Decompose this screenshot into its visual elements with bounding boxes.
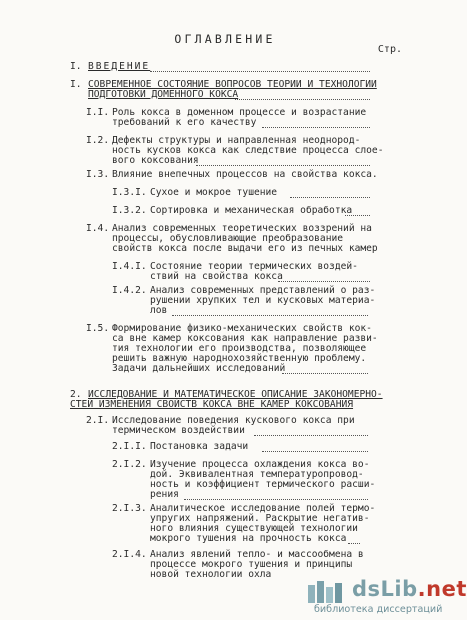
entry-title-line: Анализ современных представлений о раз- bbox=[150, 285, 376, 296]
dot-leader bbox=[262, 127, 370, 128]
dot-leader bbox=[235, 99, 370, 100]
entry-title-line: са вне камер коксования как направление разви- bbox=[112, 333, 378, 344]
entry-title-line: Аналитическое исследование полей термо- bbox=[150, 503, 376, 514]
entry-title-line: лов bbox=[150, 305, 168, 316]
entry-title-line: Дефекты структуры и направленная неоднород- bbox=[112, 135, 361, 146]
entry-title-line: ного влияния существующей технологии bbox=[150, 523, 358, 534]
entry-title-line: Сухое и мокрое тушение bbox=[150, 187, 278, 198]
dot-leader bbox=[172, 315, 368, 316]
entry-title-line: процессы, обусловливающие преобразование bbox=[112, 233, 344, 244]
entry-title-line: Влияние внепечных процессов на свойства кокса. bbox=[112, 169, 378, 180]
entry-title-line: упругих напряжений. Раскрытие негатив- bbox=[150, 513, 370, 524]
entry-number: I.2. bbox=[86, 135, 110, 146]
watermark-logo: dsLib.net bbox=[352, 577, 467, 601]
entry-number: I. bbox=[70, 79, 82, 90]
entry-number: 2.I.4. bbox=[112, 549, 147, 560]
dot-leader bbox=[150, 71, 370, 72]
entry-title-line: Постановка задачи bbox=[150, 441, 249, 452]
entry-number: I.4. bbox=[86, 223, 110, 234]
page-column-header: Стр. bbox=[377, 44, 402, 55]
entry-title-line: новой технологии охла bbox=[150, 569, 272, 580]
entry-title-line: Задачи дальнейших исследований bbox=[112, 363, 286, 374]
entry-number: I.3.2. bbox=[112, 205, 147, 216]
entry-title-line: ствий на свойства кокса bbox=[150, 271, 283, 282]
dot-leader bbox=[254, 435, 368, 436]
entry-title-line: требований к его качеству bbox=[112, 117, 257, 128]
dot-leader bbox=[196, 165, 370, 166]
entry-title: ВВЕДЕНИЕ bbox=[88, 61, 151, 72]
dot-leader bbox=[345, 215, 370, 216]
page-title: ОГЛАВЛЕНИЕ bbox=[174, 32, 276, 46]
entry-number: I.5. bbox=[86, 323, 110, 334]
entry-title-line: Анализ явлений тепло- и массообмена в bbox=[150, 549, 364, 560]
entry-title-line: СОВРЕМЕННОЕ СОСТОЯНИЕ ВОПРОСОВ ТЕОРИИ И ТЕХНОЛОГИИ bbox=[88, 79, 377, 90]
entry-title-line: термическом воздействии bbox=[112, 425, 245, 436]
book-stack-icon bbox=[306, 579, 350, 605]
entry-number: I.3. bbox=[86, 169, 110, 180]
entry-title-line: ИССЛЕДОВАНИЕ И МАТЕМАТИЧЕСКОЕ ОПИСАНИЕ ЗАКОНОМЕРНО- bbox=[88, 389, 383, 400]
watermark-subtitle: библиотека диссертаций bbox=[314, 604, 443, 615]
dot-leader bbox=[290, 197, 370, 198]
entry-title-line: рушении хрупких тел и кусковых материа- bbox=[150, 295, 376, 306]
dot-leader bbox=[278, 281, 370, 282]
entry-number: I.3.I. bbox=[112, 187, 147, 198]
entry-title-line: вого коксования bbox=[112, 155, 199, 166]
entry-title-line: Сортировка и механическая обработка bbox=[150, 205, 353, 216]
entry-number: 2.I.2. bbox=[112, 459, 147, 470]
entry-title-line: СТЕЙ ИЗМЕНЕНИЯ СВОЙСТВ КОКСА ВНЕ КАМЕР КОКСОВАНИЯ bbox=[70, 399, 354, 410]
entry-number: 2.I.3. bbox=[112, 503, 147, 514]
entry-title-line: тия технологии его производства, позволяющее bbox=[112, 343, 367, 354]
entry-number: I.4.2. bbox=[112, 285, 147, 296]
watermark bbox=[300, 577, 467, 620]
entry-title-line: процессе мокрого тушения и принципы bbox=[150, 559, 353, 570]
entry-number: 2.I.I. bbox=[112, 441, 147, 452]
entry-title-line: ность кусков кокса как следствие процесса слое- bbox=[112, 145, 384, 156]
entry-title-line: Анализ современных теоретических воззрений на bbox=[112, 223, 372, 234]
entry-number: I.I. bbox=[86, 107, 110, 118]
entry-title-line: Изучение процесса охлаждения кокса во- bbox=[150, 459, 370, 470]
dot-leader bbox=[348, 543, 360, 544]
entry-title-line: Роль кокса в доменном процессе и возрастание bbox=[112, 107, 367, 118]
entry-number: I.4.I. bbox=[112, 261, 147, 272]
entry-title-line: ПОДГОТОВКИ ДОМЕННОГО КОКСА bbox=[88, 89, 239, 100]
dot-leader bbox=[184, 499, 368, 500]
entry-title-line: ность и коэффициент термического расши- bbox=[150, 479, 376, 490]
entry-title-line: свойств кокса после выдачи его из печных камер bbox=[112, 243, 378, 254]
entry-title-line: решить важную народнохозяйственную проблему. bbox=[112, 353, 367, 364]
dot-leader bbox=[282, 373, 368, 374]
entry-title-line: Исследование поведения кускового кокса при bbox=[112, 415, 355, 426]
dot-leader bbox=[262, 451, 368, 452]
entry-number: 2.I. bbox=[86, 415, 110, 426]
entry-title-line: мокрого тушения на прочность кокса bbox=[150, 533, 347, 544]
entry-number: 2. bbox=[70, 389, 82, 400]
entry-title-line: Формирование физико-механических свойств кок- bbox=[112, 323, 372, 334]
entry-title-line: дой. Эквивалентная температуропровод- bbox=[150, 469, 364, 480]
entry-number: I. bbox=[70, 61, 82, 72]
entry-title-line: рения bbox=[150, 489, 179, 500]
entry-title-line: Состояние теории термических воздей- bbox=[150, 261, 358, 272]
